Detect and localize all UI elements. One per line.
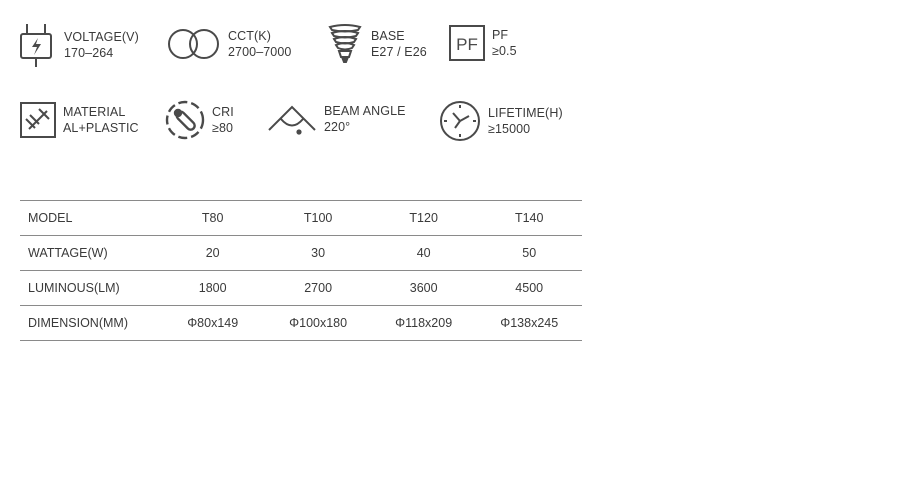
spec-label: CRI <box>212 105 234 119</box>
table-cell: T80 <box>160 201 265 236</box>
spec-material <box>19 101 139 139</box>
clock-icon <box>438 99 482 143</box>
table-cell: 4500 <box>476 271 582 306</box>
table-cell: Φ118x209 <box>371 306 477 341</box>
spec-table <box>20 200 582 341</box>
table-cell: 50 <box>476 236 582 271</box>
table-row <box>20 201 582 236</box>
row-label: WATTAGE(W) <box>20 236 160 271</box>
bulb-base-icon <box>325 23 365 65</box>
table-cell: T120 <box>371 201 477 236</box>
spec-value: ≥80 <box>212 121 234 135</box>
table-row <box>20 271 582 306</box>
spec-beam-angle <box>266 102 406 136</box>
spec-pf <box>448 24 517 62</box>
spec-value: 170–264 <box>64 46 114 60</box>
spec-cri <box>164 99 234 141</box>
spec-label: CCT(K) <box>228 29 271 43</box>
row-label: MODEL <box>20 201 160 236</box>
table-cell: Φ100x180 <box>265 306 371 341</box>
pf-icon <box>448 24 486 62</box>
row-label: DIMENSION(MM) <box>20 306 160 341</box>
spec-value: 220° <box>324 120 351 134</box>
table-row <box>20 236 582 271</box>
spec-label: VOLTAGE(V) <box>64 30 139 44</box>
table-cell: 2700 <box>265 271 371 306</box>
table-row <box>20 306 582 341</box>
table-cell: 3600 <box>371 271 477 306</box>
table-cell: T140 <box>476 201 582 236</box>
table-cell: 40 <box>371 236 477 271</box>
spec-value: ≥0.5 <box>492 44 517 58</box>
spec-voltage <box>18 22 139 68</box>
table-cell: Φ138x245 <box>476 306 582 341</box>
beam-angle-icon <box>266 102 318 136</box>
spec-label: PF <box>492 28 509 42</box>
spec-label: BASE <box>371 29 405 43</box>
plug-icon <box>18 22 58 68</box>
cct-rings-icon <box>166 26 222 62</box>
table-cell: 30 <box>265 236 371 271</box>
spec-lifetime <box>438 99 563 143</box>
spec-label: LIFETIME(H) <box>488 106 563 120</box>
spec-label: MATERIAL <box>63 105 126 119</box>
spec-cct <box>166 26 291 62</box>
spec-base <box>325 23 427 65</box>
spec-label: BEAM ANGLE <box>324 104 406 118</box>
spec-value: E27 / E26 <box>371 45 427 59</box>
table-cell: 1800 <box>160 271 265 306</box>
cri-icon <box>164 99 206 141</box>
table-cell: 20 <box>160 236 265 271</box>
spec-value: AL+PLASTIC <box>63 121 139 135</box>
spec-value: ≥15000 <box>488 122 531 136</box>
pf-icon-text: PF <box>456 35 478 54</box>
material-icon <box>19 101 57 139</box>
spec-value: 2700–7000 <box>228 45 292 59</box>
row-label: LUMINOUS(LM) <box>20 271 160 306</box>
table-cell: T100 <box>265 201 371 236</box>
table-cell: Φ80x149 <box>160 306 265 341</box>
